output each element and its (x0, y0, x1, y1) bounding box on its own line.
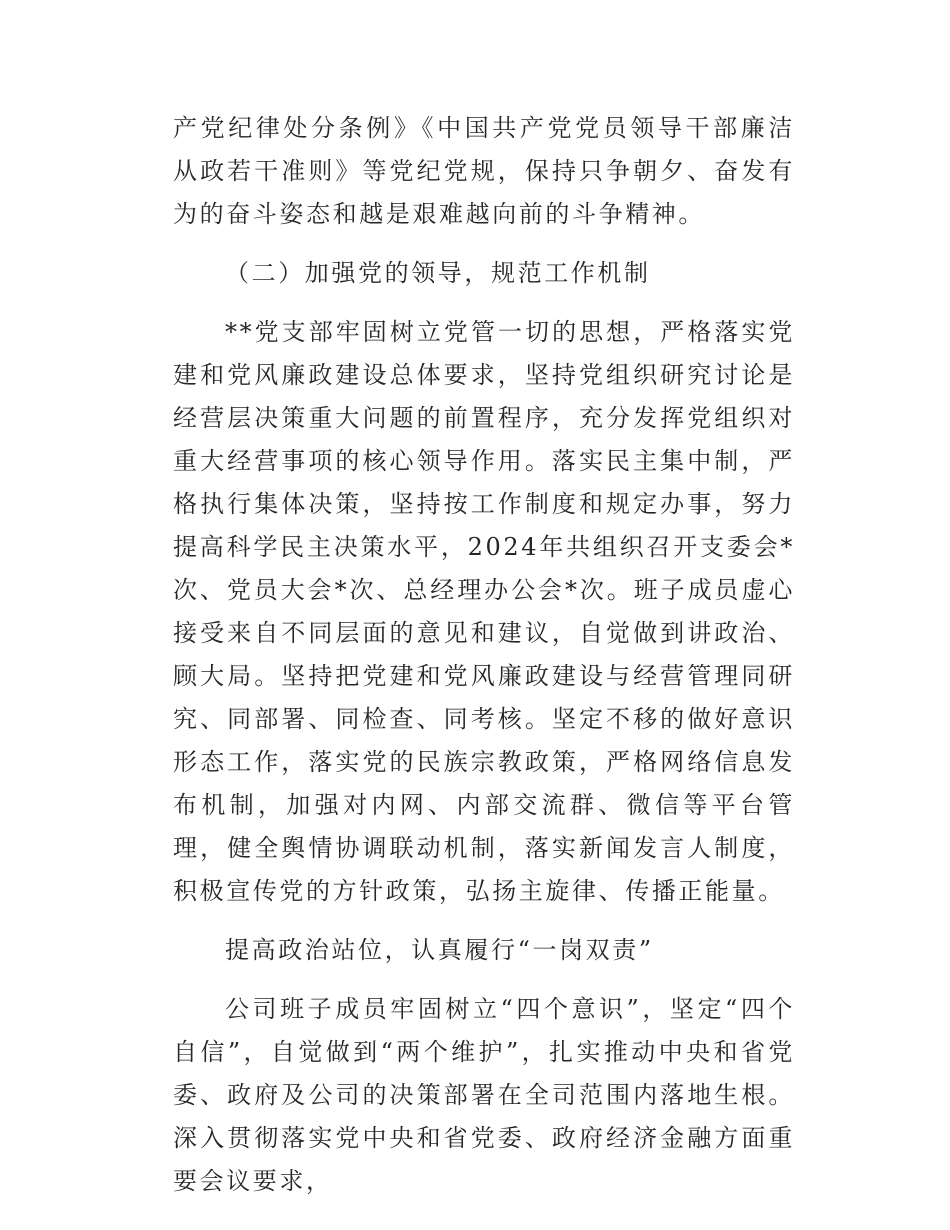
paragraph-gap (173, 972, 795, 988)
section-heading-2: （二）加强党的领导，规范工作机制 (225, 259, 651, 287)
document-body (173, 107, 795, 1203)
paragraph-gap (173, 236, 795, 252)
subsection-heading: 提高政治站位，认真履行“一岗双责” (225, 936, 654, 964)
paragraph-gap (173, 295, 795, 311)
paragraph-leadership: **党支部牢固树立党管一切的思想，严格落实党建和党风廉政建设总体要求，坚持党组织研究讨论是经营层决策重大问题的前置程序，充分发挥党组织对重大经营事项的核心领导作用。落实民主集中制，严格执行集体决策，坚持按工作制度和规定办事，努力提高科学民主决策水平，2024年共组织召开支委会*次、党员大会*次、总经理办公会*次。班子成员虚心接受来自不同层面的意见和建议，自觉做到讲政治、顾大局。坚持把党建和党风廉政建设与经营管理同研究、同部署、同检查、同考核。坚定不移的做好意识形态工作，落实党的民族宗教政策，严格网络信息发布机制，加强对内网、内部交流群、微信等平台管理，健全舆情协调联动机制，落实新闻发言人制度，积极宣传党的方针政策，弘扬主旋律、传播正能量。 (173, 318, 795, 905)
paragraph-political-stance: 公司班子成员牢固树立“四个意识”，坚定“四个自信”，自觉做到“两个维护”，扎实推动中央和省党委、政府及公司的决策部署在全司范围内落地生根。深入贯彻落实党中央和省党委、政府经济金融方面重要会议要求， (173, 995, 795, 1195)
paragraph-gap (173, 913, 795, 929)
paragraph-continuation: 产党纪律处分条例》《中国共产党党员领导干部廉洁从政若干准则》等党纪党规，保持只争朝夕、奋发有为的奋斗姿态和越是艰难越向前的斗争精神。 (173, 114, 795, 228)
